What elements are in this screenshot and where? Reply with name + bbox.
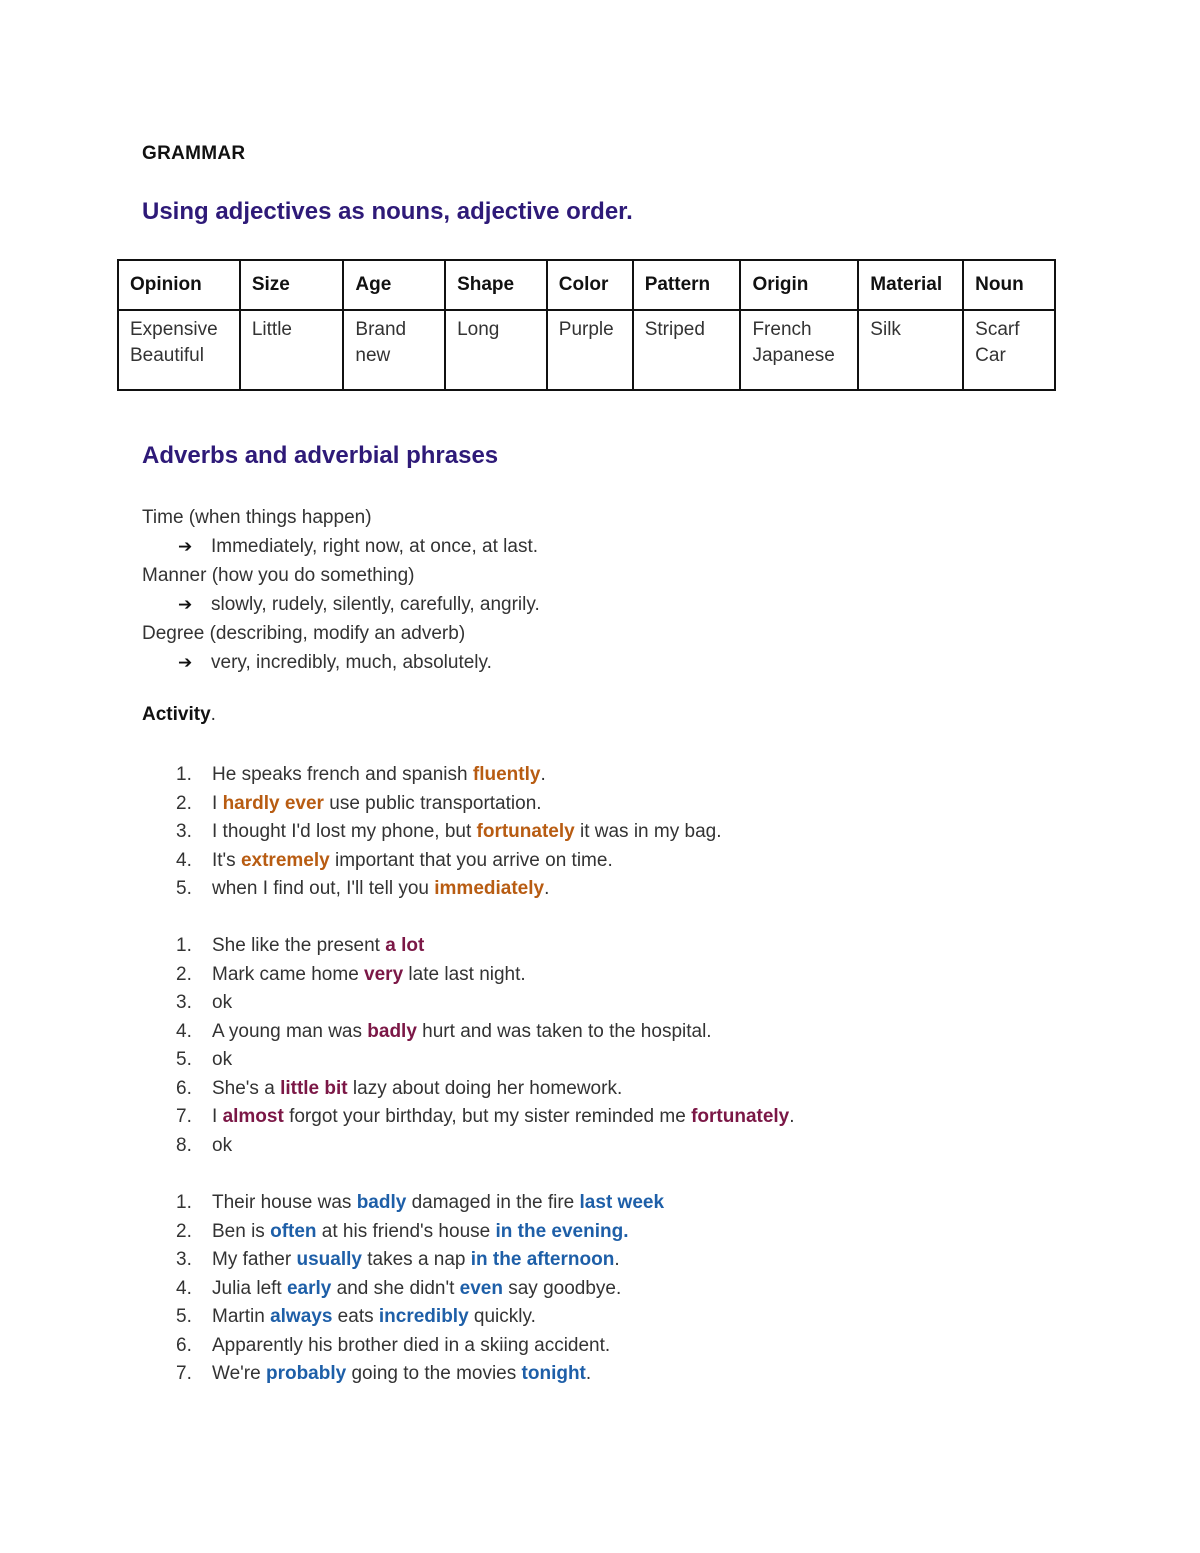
- list-item: [142, 1046, 795, 1075]
- answer-highlight: a lot: [385, 935, 425, 956]
- list-item-number: 1.: [176, 935, 192, 956]
- list-item-text: [212, 1360, 591, 1389]
- sentence-fragment: It's: [212, 849, 241, 871]
- table-cell: [343, 310, 445, 390]
- list-item: [142, 847, 721, 876]
- list-item-text: [212, 761, 546, 790]
- sentence-fragment: A young man was: [212, 1020, 368, 1042]
- adverb-categories: [142, 503, 540, 677]
- answer-highlight: little bit: [280, 1077, 348, 1099]
- answer-highlight: badly: [356, 1192, 407, 1213]
- sentence-fragment: Martin: [212, 1306, 271, 1327]
- adverb-examples-manner: [142, 590, 540, 619]
- list-item-number: 3.: [176, 1249, 192, 1270]
- list-item: [142, 1360, 664, 1389]
- list-item-number: 3.: [176, 992, 192, 1013]
- list-item-number: 4.: [176, 1277, 192, 1299]
- adverb-category-degree: Degree (describing, modify an adverb): [142, 623, 466, 644]
- answer-highlight: very: [364, 963, 404, 985]
- sentence-fragment: .: [585, 1363, 592, 1384]
- sentence-fragment: takes a nap: [361, 1249, 471, 1270]
- list-item-text: [212, 1075, 622, 1104]
- answer-highlight: often: [270, 1220, 317, 1242]
- table-cell: [858, 310, 963, 390]
- sentence-fragment: important that you arrive on time.: [329, 849, 613, 871]
- sentence-fragment: hurt and was taken to the hospital.: [416, 1020, 712, 1042]
- answer-highlight: badly: [367, 1020, 417, 1042]
- list-item-text: [212, 1275, 621, 1304]
- table-cell: [240, 310, 344, 390]
- list-item-text: [212, 1218, 629, 1247]
- sentence-fragment: We're: [212, 1363, 266, 1384]
- list-item-text: [212, 1303, 536, 1332]
- sentence-fragment: .: [544, 878, 550, 899]
- sentence-fragment: Mark came home: [212, 963, 365, 985]
- list-item: [142, 1246, 664, 1275]
- list-item: [142, 875, 721, 904]
- table-cell: [633, 310, 741, 390]
- adverb-category-manner: Manner (how you do something): [142, 565, 415, 586]
- sentence-fragment: eats: [332, 1306, 379, 1327]
- answer-highlight: even: [459, 1277, 503, 1299]
- list-item-number: 5.: [176, 1049, 192, 1070]
- cell-line: Long: [457, 319, 500, 340]
- answer-highlight: hardly ever: [222, 792, 324, 814]
- sentence-fragment: I thought I'd lost my phone, but: [212, 821, 477, 842]
- sentence-fragment: She's a: [212, 1077, 281, 1099]
- list-item-text: [212, 1246, 620, 1275]
- cell-line: Expensive: [130, 319, 218, 340]
- list-item-number: 8.: [176, 1134, 192, 1156]
- sentence-fragment: use public transportation.: [323, 792, 542, 814]
- sentence-fragment: .: [614, 1249, 620, 1270]
- answer-highlight: incredibly: [378, 1306, 469, 1327]
- sentence-fragment: it was in my bag.: [574, 821, 722, 842]
- answer-highlight: fortunately: [691, 1106, 790, 1127]
- table-header-cell: Material: [858, 260, 963, 310]
- sentence-fragment: say goodbye.: [502, 1277, 622, 1299]
- arrow-icon: ➔: [178, 653, 193, 672]
- list-item-number: 5.: [176, 1306, 192, 1327]
- list-item-number: 7.: [176, 1363, 192, 1384]
- arrow-icon: ➔: [178, 595, 193, 614]
- list-item: [142, 1103, 795, 1132]
- list-item-number: 1.: [176, 764, 192, 785]
- adjective-order-table: [117, 259, 1056, 391]
- adverb-examples-degree: [142, 648, 540, 677]
- examples-text: very, incredibly, much, absolutely.: [211, 652, 492, 673]
- adverb-category-time: Time (when things happen): [142, 507, 372, 528]
- sentence-fragment: ok: [212, 1134, 233, 1156]
- list-item-number: 6.: [176, 1334, 192, 1356]
- cell-line: Purple: [558, 319, 614, 340]
- table-cell: [740, 310, 858, 390]
- table-cell: [445, 310, 547, 390]
- list-item-number: 2.: [176, 792, 192, 814]
- list-item-text: [212, 818, 721, 847]
- answer-highlight: extremely: [240, 849, 330, 871]
- table-header-cell: Opinion: [118, 260, 240, 310]
- list-item: [142, 790, 721, 819]
- answer-highlight: last week: [579, 1192, 665, 1213]
- list-item-number: 6.: [176, 1077, 192, 1099]
- list-item: [142, 1218, 664, 1247]
- sentence-fragment: lazy about doing her homework.: [347, 1077, 623, 1099]
- sentence-fragment: and she didn't: [331, 1277, 460, 1299]
- adverb-examples-time: [142, 532, 540, 561]
- activity-label: [142, 704, 216, 726]
- cell-line: Silk: [870, 319, 901, 340]
- table-header-cell: Size: [240, 260, 344, 310]
- answer-highlight: in the evening.: [495, 1220, 629, 1242]
- table-cell: [547, 310, 633, 390]
- cell-line: Brand: [355, 319, 407, 340]
- list-item-text: [212, 1046, 232, 1075]
- table-cell: [118, 310, 240, 390]
- list-item: [142, 961, 795, 990]
- heading-adjective-order: Using adjectives as nouns, adjective order.: [142, 198, 633, 225]
- arrow-icon: ➔: [178, 537, 193, 556]
- answer-highlight: fortunately: [476, 821, 575, 842]
- list-item-number: 2.: [176, 1220, 192, 1242]
- table-header-cell: Shape: [445, 260, 547, 310]
- list-item-number: 7.: [176, 1106, 192, 1127]
- answer-highlight: almost: [222, 1106, 284, 1127]
- sentence-fragment: Ben is: [212, 1220, 271, 1242]
- answer-highlight: tonight: [521, 1363, 586, 1384]
- list-item: [142, 932, 795, 961]
- table-header-row: [118, 260, 1055, 310]
- list-item-number: 5.: [176, 878, 192, 899]
- list-item: [142, 1275, 664, 1304]
- heading-adverbs: Adverbs and adverbial phrases: [142, 442, 499, 469]
- list-item: [142, 1018, 795, 1047]
- list-item: [142, 1132, 795, 1161]
- sentence-fragment: Apparently his brother died in a skiing accident.: [212, 1334, 611, 1356]
- sentence-fragment: .: [789, 1106, 795, 1127]
- sentence-fragment: Julia left: [212, 1277, 287, 1299]
- sentence-fragment: I: [212, 792, 223, 814]
- cell-line: Striped: [644, 319, 705, 340]
- table-header-cell: Age: [343, 260, 445, 310]
- list-item-number: 4.: [176, 849, 192, 871]
- list-item: [142, 1303, 664, 1332]
- list-item-text: [212, 1189, 664, 1218]
- list-item: [142, 989, 795, 1018]
- cell-line: Little: [251, 319, 292, 340]
- table-header-cell: Pattern: [633, 260, 741, 310]
- answer-highlight: usually: [296, 1249, 362, 1270]
- sentence-fragment: forgot your birthday, but my sister reminded me: [283, 1106, 692, 1127]
- sentence-fragment: I: [212, 1106, 223, 1127]
- list-item: [142, 818, 721, 847]
- list-item-number: 4.: [176, 1020, 192, 1042]
- cell-line: new: [355, 345, 391, 366]
- list-item: [142, 1332, 664, 1361]
- list-item-number: 1.: [176, 1192, 192, 1213]
- section-label: GRAMMAR: [142, 143, 246, 164]
- sentence-fragment: Their house was: [212, 1192, 357, 1213]
- cell-line: Scarf: [975, 319, 1020, 340]
- list-item-text: [212, 847, 613, 876]
- list-item-number: 2.: [176, 963, 192, 985]
- sentence-fragment: at his friend's house: [316, 1220, 496, 1242]
- sentence-fragment: quickly.: [468, 1306, 536, 1327]
- sentence-fragment: She like the present: [212, 935, 386, 956]
- list-item-text: [212, 875, 549, 904]
- answer-highlight: fluently: [472, 764, 541, 785]
- table-cell: [963, 310, 1055, 390]
- list-item-text: [212, 1332, 610, 1361]
- sentence-fragment: damaged in the fire: [406, 1192, 580, 1213]
- cell-line: Japanese: [752, 345, 835, 366]
- list-item-text: [212, 932, 424, 961]
- answer-highlight: immediately: [434, 878, 545, 899]
- list-item-text: [212, 790, 542, 819]
- list-item-text: [212, 1103, 795, 1132]
- cell-line: French: [752, 319, 812, 340]
- sentence-fragment: when I find out, I'll tell you: [212, 878, 435, 899]
- sentence-fragment: He speaks french and spanish: [212, 764, 473, 785]
- answer-highlight: always: [270, 1306, 333, 1327]
- list-item: [142, 761, 721, 790]
- sentence-fragment: ok: [212, 992, 233, 1013]
- sentence-fragment: ok: [212, 1049, 233, 1070]
- list-item: [142, 1075, 795, 1104]
- table-header-cell: Noun: [963, 260, 1055, 310]
- list-item-number: 3.: [176, 821, 192, 842]
- activity-label-text: Activity: [142, 704, 211, 725]
- answer-highlight: probably: [265, 1363, 347, 1384]
- table-header-cell: Origin: [740, 260, 858, 310]
- exercise-list-1: [142, 761, 721, 904]
- list-item-text: [212, 989, 232, 1018]
- list-item-text: [212, 1132, 232, 1161]
- exercise-list-3: [142, 1189, 664, 1389]
- list-item-text: [212, 1018, 712, 1047]
- table-header-cell: Color: [547, 260, 633, 310]
- exercise-list-2: [142, 932, 795, 1160]
- sentence-fragment: going to the movies: [346, 1363, 522, 1384]
- answer-highlight: in the afternoon: [470, 1249, 615, 1270]
- sentence-fragment: My father: [212, 1249, 297, 1270]
- examples-text: slowly, rudely, silently, carefully, angrily.: [211, 594, 540, 615]
- sentence-fragment: late last night.: [403, 963, 526, 985]
- answer-highlight: early: [286, 1277, 332, 1299]
- cell-line: Beautiful: [130, 345, 204, 366]
- examples-text: Immediately, right now, at once, at last.: [211, 536, 539, 557]
- table-row: [118, 310, 1055, 390]
- list-item: [142, 1189, 664, 1218]
- cell-line: Car: [975, 345, 1006, 366]
- sentence-fragment: .: [540, 764, 546, 785]
- activity-label-dot: .: [210, 704, 216, 725]
- list-item-text: [212, 961, 526, 990]
